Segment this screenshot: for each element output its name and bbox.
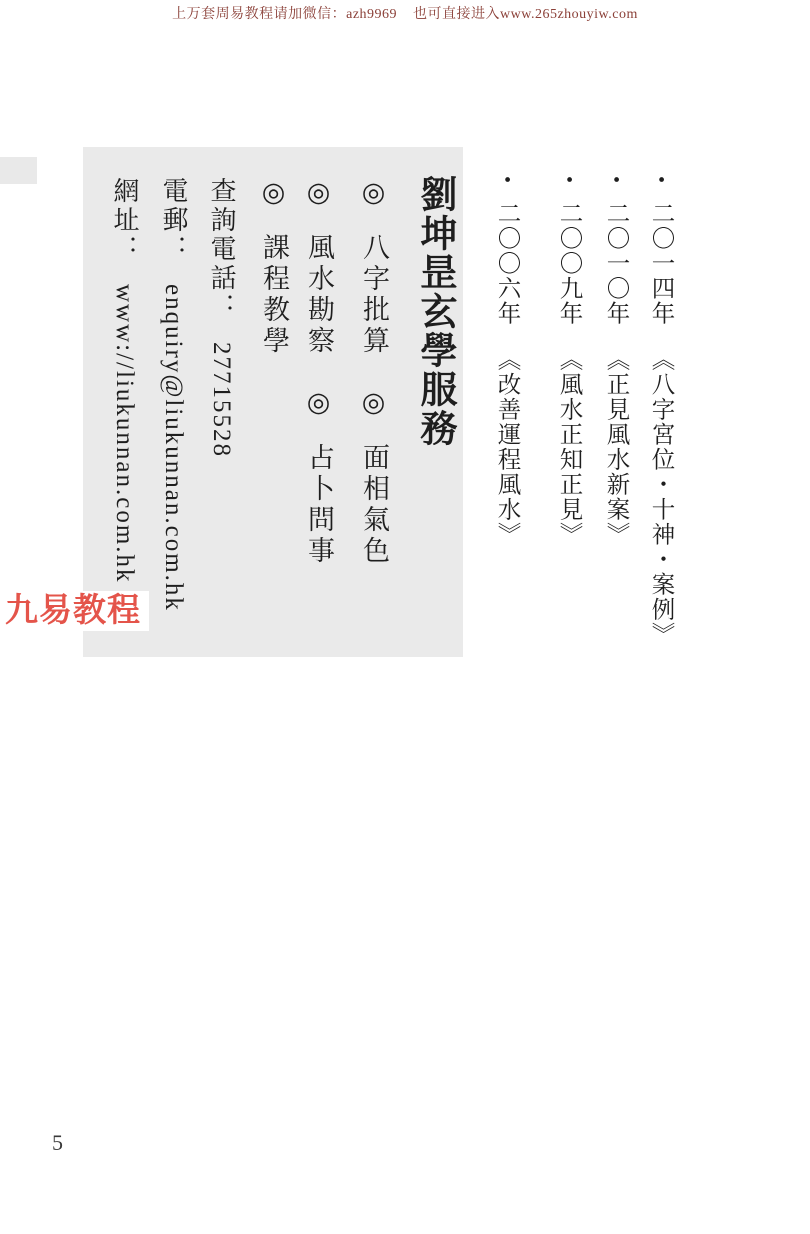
service-item: [360, 387, 387, 567]
phone-contact: [208, 177, 234, 458]
page-number: 5: [52, 1130, 63, 1155]
bullet-icon: •: [604, 176, 627, 185]
service-label: 面相氣色: [359, 442, 389, 567]
book-year: 二〇〇六年: [493, 200, 520, 326]
email-label: 電郵：: [159, 177, 188, 264]
service-label: 風水勘察: [304, 232, 334, 357]
double-circle-icon: ◎: [304, 177, 334, 208]
service-item: [260, 177, 287, 357]
bullet-icon: •: [557, 176, 580, 185]
book-list-item: [648, 176, 672, 647]
email-contact: [160, 177, 186, 611]
email-address: enquiry@liukunnan.com.hk: [160, 283, 187, 612]
service-item: [305, 387, 332, 567]
double-circle-icon: ◎: [359, 387, 389, 418]
book-year: 二〇一〇年: [602, 200, 629, 326]
scan-artifact-strip: [0, 157, 37, 184]
double-circle-icon: ◎: [359, 177, 389, 208]
book-list-item: [556, 176, 580, 547]
service-label: 占卜問事: [304, 442, 334, 567]
book-title: 《風水正知正見》: [555, 347, 582, 548]
book-list-item: [494, 176, 518, 547]
service-label: 八字批算: [359, 232, 389, 357]
double-circle-icon: ◎: [259, 177, 289, 208]
promo-header-text: 上万套周易教程请加微信：azh9969 也可直接进入www.265zhouyiw.com: [172, 7, 638, 22]
bullet-icon: •: [649, 176, 672, 185]
phone-label: 查詢電話：: [207, 177, 236, 322]
website-contact: [111, 177, 137, 583]
service-label: 課程教學: [259, 232, 289, 357]
website-label: 網址：: [110, 177, 139, 264]
services-card: [83, 147, 463, 657]
phone-number: 27715528: [208, 341, 235, 458]
service-item: [360, 177, 387, 357]
bullet-icon: •: [495, 176, 518, 185]
book-title: 《正見風水新案》: [602, 347, 629, 548]
book-title: 《八字宮位・十神・案例》: [647, 347, 674, 648]
book-title: 《改善運程風水》: [493, 347, 520, 548]
watermark-text: 九易教程: [3, 591, 149, 631]
service-item: [305, 177, 332, 357]
book-year: 二〇〇九年: [555, 200, 582, 326]
double-circle-icon: ◎: [304, 387, 334, 418]
website-url: www://liukunnan.com.hk: [111, 283, 138, 584]
book-list-item: [603, 176, 627, 547]
services-card-title: 劉坤昰玄學服務: [414, 175, 455, 448]
book-year: 二〇一四年: [647, 200, 674, 326]
